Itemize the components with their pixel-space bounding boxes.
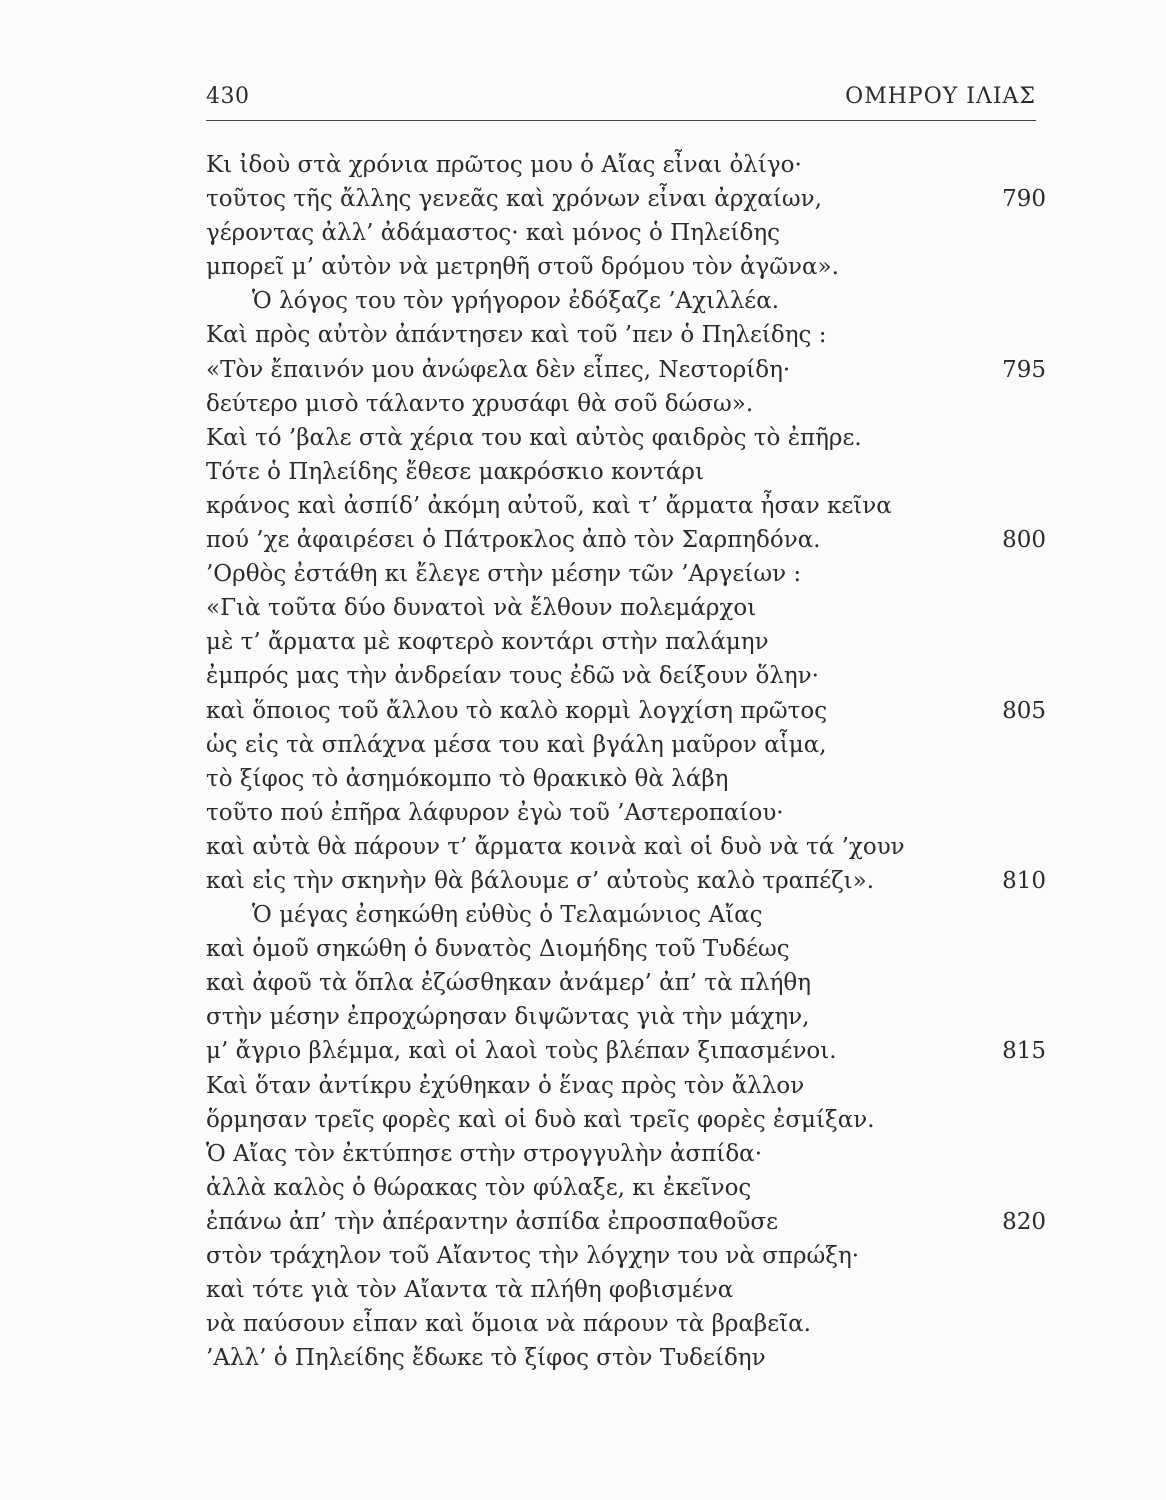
verse-text: ἐπάνω ἀπ’ τὴν ἀπέραντην ἀσπίδα ἐπροσπαθοῦσε	[206, 1208, 779, 1235]
verse-text: στὴν μέσην ἐπροχώρησαν διψῶντας γιὰ τὴν μάχην,	[206, 1004, 810, 1031]
verse-text: τοῦτος τῆς ἄλλης γενεᾶς καὶ χρόνων εἶναι ἀρχαίων,	[206, 186, 822, 213]
verse-text: στὸν τράχηλον τοῦ Αἴαντος τὴν λόγχην του νὰ σπρώξη·	[206, 1243, 860, 1269]
verse-text: κράνος καὶ ἀσπίδ’ ἀκόμη αὐτοῦ, καὶ τ’ ἄρματα ἦσαν κεῖνα	[206, 492, 892, 519]
verse-line	[206, 591, 1046, 625]
verse-line	[206, 1205, 1046, 1239]
verse-text: καὶ αὐτὰ θὰ πάρουν τ’ ἄρματα κοινὰ καὶ οἱ δυὸ νὰ τά ’χουν	[206, 833, 905, 860]
verse-text: Ὁ Αἴας τὸν ἐκτύπησε στὴν στρογγυλὴν ἀσπίδα·	[206, 1140, 763, 1167]
verse-line	[206, 694, 1046, 728]
verse-text: Καὶ τό ’βαλε στὰ χέρια του καὶ αὐτὸς φαιδρὸς τὸ ἐπῆρε.	[206, 424, 862, 451]
verse-line	[206, 966, 1046, 1000]
verse-line	[206, 216, 1046, 250]
verse-text: ὅρμησαν τρεῖς φορὲς καὶ οἱ δυὸ καὶ τρεῖς φορὲς ἐσμίξαν.	[206, 1106, 875, 1133]
verse-line	[206, 932, 1046, 966]
verse-text: Κι ἰδοὺ στὰ χρόνια πρῶτος μου ὁ Αἴας εἶναι ὀλίγο·	[206, 152, 802, 178]
verse-text: Ὁ λόγος του τὸν γρήγορον ἐδόξαζε ’Αχιλλέα.	[252, 288, 780, 315]
verse-line	[206, 250, 1046, 284]
line-number: 800	[1002, 527, 1046, 554]
verse-text: καὶ ἀφοῦ τὰ ὅπλα ἐζώσθηκαν ἀνάμερ’ ἀπ’ τὰ πλήθη	[206, 970, 812, 997]
verse-line	[206, 557, 1046, 591]
verse-text: τοῦτο πού ἐπῆρα λάφυρον ἐγὼ τοῦ ’Αστεροπαίου·	[206, 799, 784, 826]
verse-line	[206, 659, 1046, 693]
verse-text: καὶ ὅποιος τοῦ ἄλλου τὸ καλὸ κορμὶ λογχίση πρῶτος	[206, 697, 828, 724]
verse-text: καὶ ὁμοῦ σηκώθη ὁ δυνατὸς Διομήδης τοῦ Τυδέως	[206, 936, 790, 963]
verse-line	[206, 1307, 1046, 1341]
line-number: 805	[1002, 697, 1046, 724]
verse-line	[206, 1239, 1046, 1273]
verse-text: νὰ παύσουν εἶπαν καὶ ὅμοια νὰ πάρουν τὰ βραβεῖα.	[206, 1311, 811, 1338]
verse-text: Τότε ὁ Πηλείδης ἔθεσε μακρόσκιο κοντάρι	[206, 458, 704, 485]
verse-text: καὶ εἰς τὴν σκηνὴν θὰ βάλουμε σ’ αὐτοὺς καλὸ τραπέζι».	[206, 867, 875, 894]
verse-line	[206, 728, 1046, 762]
verse-line	[206, 1171, 1046, 1205]
verse-line	[206, 353, 1046, 387]
book-title: ΟΜΗΡΟΥ ΙΛΙΑΣ	[845, 84, 1036, 109]
page-number: 430	[206, 84, 250, 109]
verse-text: δεύτερο μισὸ τάλαντο χρυσάφι θὰ σοῦ δώσω».	[206, 390, 754, 417]
verse-text: μπορεῖ μ’ αὐτὸν νὰ μετρηθῆ στοῦ δρόμου τὸν ἀγῶνα».	[206, 254, 839, 281]
verse-text: μ’ ἄγριο βλέμμα, καὶ οἱ λαοὶ τοὺς βλέπαν ξιπασμένοι.	[206, 1038, 837, 1065]
line-number: 795	[1002, 356, 1046, 383]
verse-line	[206, 1000, 1046, 1034]
verse-line	[206, 1341, 1046, 1375]
line-number: 820	[1002, 1208, 1046, 1235]
verse-block	[206, 148, 1046, 1375]
verse-text: Καὶ ὅταν ἀντίκρυ ἐχύθηκαν ὁ ἕνας πρὸς τὸν ἄλλον	[206, 1072, 805, 1099]
running-head	[206, 84, 1036, 121]
verse-text: γέροντας ἀλλ’ ἀδάμαστος· καὶ μόνος ὁ Πηλείδης	[206, 220, 781, 247]
verse-line	[206, 182, 1046, 216]
line-number: 810	[1002, 867, 1046, 894]
verse-text: πού ’χε ἀφαιρέσει ὁ Πάτροκλος ἀπὸ τὸν Σαρπηδόνα.	[206, 527, 821, 554]
verse-line	[206, 1137, 1046, 1171]
verse-line	[206, 148, 1046, 182]
verse-text: τὸ ξίφος τὸ ἀσημόκομπο τὸ θρακικὸ θὰ λάβη	[206, 765, 729, 792]
verse-line	[206, 830, 1046, 864]
verse-line	[206, 455, 1046, 489]
verse-line	[206, 387, 1046, 421]
verse-line	[206, 762, 1046, 796]
verse-line	[206, 318, 1046, 352]
verse-text: «Γιὰ τοῦτα δύο δυνατοὶ νὰ ἔλθουν πολεμάρχοι	[206, 595, 757, 622]
verse-line	[206, 1273, 1046, 1307]
verse-line	[206, 1034, 1046, 1068]
verse-text: ’Αλλ’ ὁ Πηλείδης ἔδωκε τὸ ξίφος στὸν Τυδείδην	[206, 1345, 766, 1372]
verse-line	[206, 796, 1046, 830]
line-number: 815	[1002, 1038, 1046, 1065]
verse-line	[206, 523, 1046, 557]
verse-text: «Τὸν ἔπαινόν μου ἀνώφελα δὲν εἶπες, Νεστορίδη·	[206, 356, 791, 383]
line-number: 790	[1002, 186, 1046, 213]
verse-text: ’Ορθὸς ἐστάθη κι ἔλεγε στὴν μέσην τῶν ’Αργείων :	[206, 561, 802, 588]
verse-line	[206, 1103, 1046, 1137]
verse-text: Ὁ μέγας ἐσηκώθη εὐθὺς ὁ Τελαμώνιος Αἴας	[252, 902, 763, 929]
verse-line	[206, 1069, 1046, 1103]
verse-line	[206, 864, 1046, 898]
verse-text: ὡς εἰς τὰ σπλάχνα μέσα του καὶ βγάλη μαῦρον αἷμα,	[206, 731, 827, 758]
verse-line	[206, 625, 1046, 659]
verse-text: ἀλλὰ καλὸς ὁ θώρακας τὸν φύλαξε, κι ἐκεῖνος	[206, 1174, 752, 1201]
verse-text: μὲ τ’ ἄρματα μὲ κοφτερὸ κοντάρι στὴν παλάμην	[206, 629, 769, 656]
verse-text: ἐμπρός μας τὴν ἀνδρείαν τους ἐδῶ νὰ δείξουν ὅλην·	[206, 663, 819, 690]
verse-line	[206, 489, 1046, 523]
verse-line	[206, 898, 1046, 932]
verse-text: Καὶ πρὸς αὐτὸν ἀπάντησεν καὶ τοῦ ’πεν ὁ Πηλείδης :	[206, 322, 827, 349]
verse-line	[206, 284, 1046, 318]
verse-text: καὶ τότε γιὰ τὸν Αἴαντα τὰ πλήθη φοβισμένα	[206, 1277, 734, 1304]
verse-line	[206, 421, 1046, 455]
